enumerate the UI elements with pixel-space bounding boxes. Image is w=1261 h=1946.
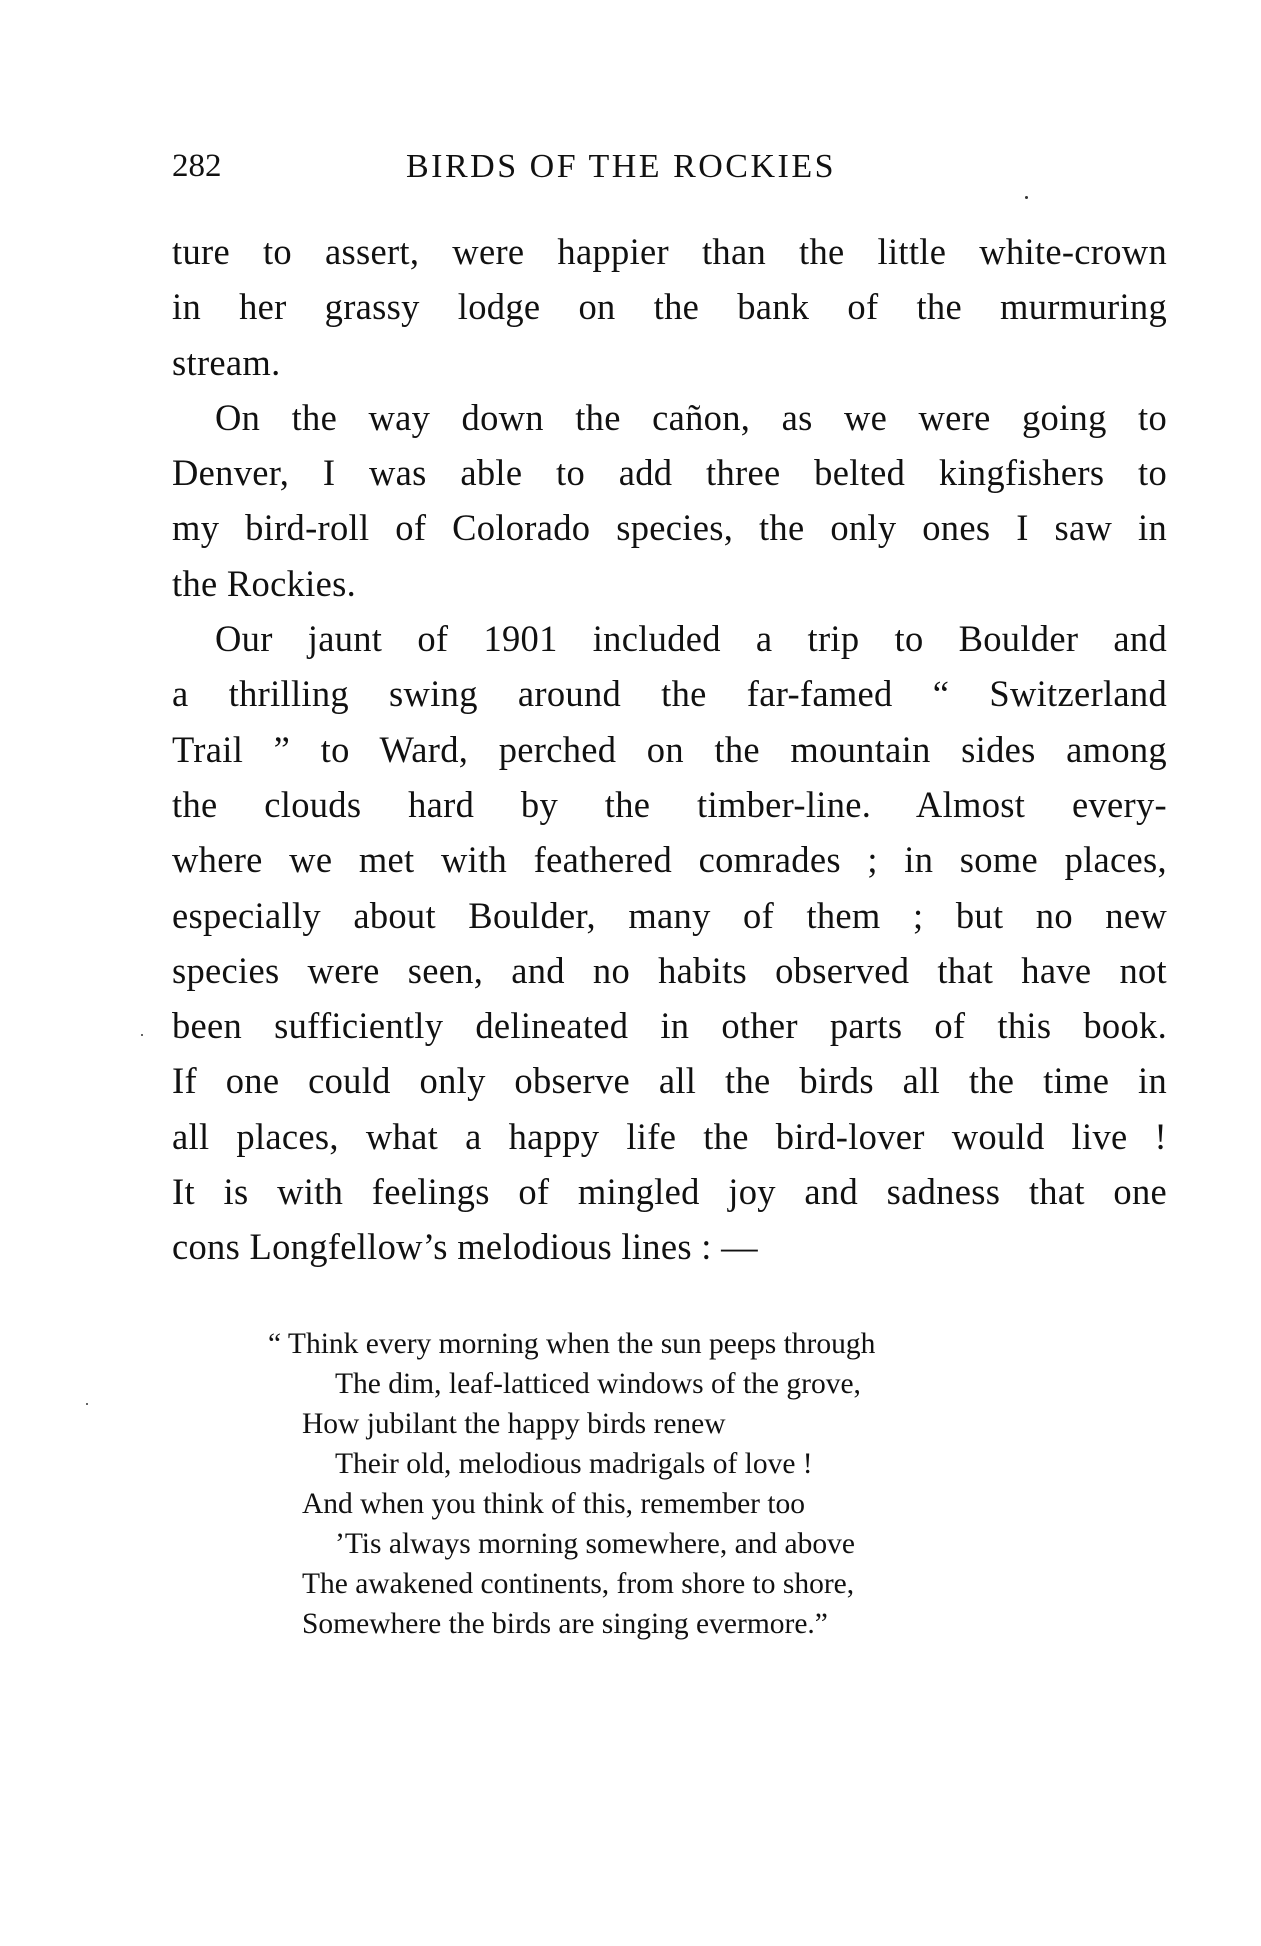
poem-line: And when you think of this, remember too	[302, 1488, 806, 1520]
text-line: my bird-roll of Colorado species, the only ones I saw in	[172, 507, 1167, 549]
poem-line: Their old, melodious madrigals of love !	[335, 1448, 813, 1480]
paragraph-3	[172, 611, 1167, 1275]
text-line: all places, what a happy life the bird-lover would live !	[172, 1115, 1167, 1157]
text-line: a thrilling swing around the far-famed “ Switzerland	[172, 673, 1167, 715]
poem-line: The awakened continents, from shore to shore,	[302, 1568, 855, 1600]
text-line: in her grassy lodge on the bank of the murmuring	[172, 286, 1167, 328]
text-line: Our jaunt of 1901 included a trip to Boulder and	[215, 618, 1167, 660]
text-line: Trail ” to Ward, perched on the mountain sides among	[172, 728, 1167, 770]
text-line: species were seen, and no habits observed that have not	[172, 949, 1167, 991]
poem-line: ’Tis always morning somewhere, and above	[335, 1528, 855, 1560]
scan-speck	[1025, 196, 1028, 199]
page-header	[172, 148, 1167, 192]
page-number: 282	[172, 148, 222, 184]
poem-line: How jubilant the happy birds renew	[302, 1408, 726, 1440]
running-head: BIRDS OF THE ROCKIES	[406, 148, 837, 185]
text-line: Denver, I was able to add three belted kingfishers to	[172, 452, 1167, 494]
text-line: cons Longfellow’s melodious lines : —	[172, 1226, 758, 1268]
poem-quotation	[268, 1324, 875, 1644]
scan-speck	[86, 1403, 88, 1405]
text-line: If one could only observe all the birds all the time in	[172, 1060, 1167, 1102]
text-line: been sufficiently delineated in other parts of this book.	[172, 1005, 1167, 1047]
text-line: especially about Boulder, many of them ; but no new	[172, 894, 1167, 936]
poem-line: Somewhere the birds are singing evermore.”	[302, 1608, 828, 1640]
text-line: It is with feelings of mingled joy and sadness that one	[172, 1171, 1167, 1213]
text-line: ture to assert, were happier than the little white-crown	[172, 231, 1167, 272]
text-line: the Rockies.	[172, 562, 357, 604]
poem-line: The dim, leaf-latticed windows of the grove,	[335, 1368, 861, 1400]
paragraph-1	[172, 224, 1167, 390]
poem-line: “ Think every morning when the sun peeps through	[268, 1328, 876, 1360]
paragraph-2	[172, 390, 1167, 611]
text-line: the clouds hard by the timber-line. Almost every-	[172, 783, 1167, 825]
body-text	[172, 224, 1167, 1275]
text-line: On the way down the cañon, as we were going to	[215, 396, 1167, 438]
text-line: stream.	[172, 341, 281, 383]
text-line: where we met with feathered comrades ; in some places,	[172, 839, 1167, 881]
scan-speck	[141, 1034, 143, 1036]
